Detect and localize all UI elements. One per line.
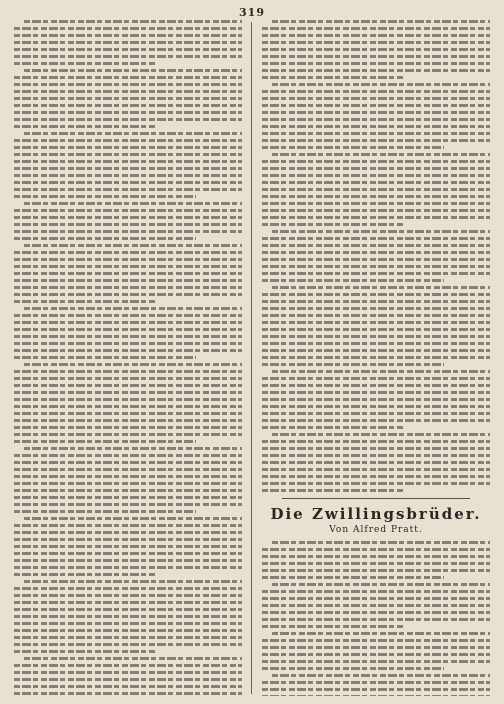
text-line xyxy=(262,653,490,656)
text-line xyxy=(262,125,490,128)
text-line xyxy=(24,244,242,247)
text-line xyxy=(14,524,242,527)
text-line xyxy=(272,286,490,289)
text-line xyxy=(14,125,155,128)
text-line xyxy=(14,342,242,345)
text-line xyxy=(24,307,242,310)
text-line xyxy=(14,510,196,513)
text-line xyxy=(262,391,490,394)
text-line xyxy=(262,548,490,551)
page-number: 319 xyxy=(239,6,265,19)
text-line xyxy=(272,583,490,586)
text-line xyxy=(272,433,490,436)
text-line xyxy=(272,370,490,373)
text-line xyxy=(14,223,242,226)
text-line xyxy=(24,69,242,72)
text-line xyxy=(14,678,242,681)
text-line xyxy=(262,300,490,303)
text-line xyxy=(14,594,242,597)
text-line xyxy=(262,181,490,184)
text-line xyxy=(14,293,242,296)
text-line xyxy=(14,272,242,275)
text-line xyxy=(14,601,242,604)
text-line xyxy=(262,293,490,296)
text-line xyxy=(262,688,490,691)
text-line xyxy=(24,202,242,205)
text-line xyxy=(24,132,242,135)
text-line xyxy=(262,188,490,191)
text-line xyxy=(262,195,490,198)
text-line xyxy=(262,447,490,450)
text-line xyxy=(14,139,242,142)
text-line xyxy=(14,335,242,338)
text-line xyxy=(14,370,242,373)
text-line xyxy=(262,174,490,177)
text-line xyxy=(24,20,242,23)
text-line xyxy=(14,83,242,86)
text-line xyxy=(262,48,490,51)
text-line xyxy=(262,279,444,282)
text-line xyxy=(262,681,490,684)
text-line xyxy=(262,604,490,607)
text-line xyxy=(14,146,242,149)
text-line xyxy=(262,576,444,579)
text-line xyxy=(262,625,403,628)
text-line xyxy=(262,342,490,345)
text-line xyxy=(262,314,490,317)
text-line xyxy=(24,363,242,366)
text-line xyxy=(262,461,490,464)
text-line xyxy=(14,90,242,93)
text-line xyxy=(14,279,242,282)
text-line xyxy=(262,611,490,614)
text-line xyxy=(262,419,490,422)
text-line xyxy=(262,139,490,142)
text-line xyxy=(14,230,242,233)
text-line xyxy=(262,111,490,114)
text-line xyxy=(14,461,242,464)
text-line xyxy=(262,646,490,649)
text-line xyxy=(14,153,242,156)
text-line xyxy=(14,412,242,415)
text-line xyxy=(262,349,490,352)
text-line xyxy=(14,356,196,359)
text-line xyxy=(262,412,490,415)
text-line xyxy=(262,34,490,37)
text-line xyxy=(14,671,242,674)
text-line xyxy=(14,433,242,436)
text-line xyxy=(262,55,490,58)
text-line xyxy=(14,489,242,492)
text-line xyxy=(14,48,242,51)
text-line xyxy=(14,216,242,219)
text-line xyxy=(14,531,242,534)
text-line xyxy=(262,454,490,457)
text-line xyxy=(14,552,242,555)
text-line xyxy=(262,426,403,429)
text-line xyxy=(262,335,490,338)
text-line xyxy=(262,475,490,478)
text-line xyxy=(14,475,242,478)
text-line xyxy=(262,244,490,247)
text-line xyxy=(262,237,490,240)
text-line xyxy=(24,580,242,583)
text-line xyxy=(262,562,490,565)
text-line xyxy=(262,272,490,275)
text-line xyxy=(262,363,444,366)
text-line xyxy=(14,160,242,163)
text-line xyxy=(262,202,490,205)
text-line xyxy=(272,674,490,677)
text-line xyxy=(272,541,490,544)
text-line xyxy=(14,468,242,471)
text-line xyxy=(14,27,242,30)
text-line xyxy=(14,622,242,625)
column-divider xyxy=(251,22,252,694)
text-line xyxy=(14,377,242,380)
text-line xyxy=(262,76,403,79)
text-line xyxy=(272,230,490,233)
text-line xyxy=(14,405,242,408)
text-line xyxy=(262,104,490,107)
text-line xyxy=(14,559,242,562)
text-line xyxy=(262,258,490,261)
story-byline: Von Alfred Pratt. xyxy=(329,525,423,535)
text-line xyxy=(272,83,490,86)
text-line xyxy=(14,398,242,401)
text-line xyxy=(262,377,490,380)
text-line xyxy=(262,639,490,642)
text-line xyxy=(272,153,490,156)
text-line xyxy=(14,209,242,212)
text-line xyxy=(14,650,155,653)
text-line xyxy=(14,258,242,261)
text-line xyxy=(14,118,242,121)
text-line xyxy=(14,349,242,352)
text-line xyxy=(262,590,490,593)
text-line xyxy=(262,489,403,492)
text-line xyxy=(262,482,490,485)
text-line xyxy=(14,167,242,170)
text-line xyxy=(24,657,242,660)
text-line xyxy=(262,251,490,254)
text-line xyxy=(14,615,242,618)
text-line xyxy=(14,643,242,646)
text-line xyxy=(262,569,490,572)
text-line xyxy=(14,419,242,422)
previous-story-text xyxy=(262,20,490,492)
text-line xyxy=(14,496,242,499)
story-text xyxy=(262,541,490,696)
text-line xyxy=(14,111,242,114)
text-line xyxy=(14,482,242,485)
text-line xyxy=(262,440,490,443)
text-line xyxy=(24,447,242,450)
text-line xyxy=(262,468,490,471)
text-line xyxy=(262,265,490,268)
text-line xyxy=(262,209,490,212)
text-line xyxy=(262,398,490,401)
text-line xyxy=(14,195,196,198)
text-line xyxy=(262,69,490,72)
text-line xyxy=(14,321,242,324)
text-line xyxy=(262,146,444,149)
story-title: Die Zwillingsbrüder. xyxy=(270,505,482,523)
text-line xyxy=(262,27,490,30)
text-line xyxy=(262,356,490,359)
text-line xyxy=(262,660,490,663)
text-line xyxy=(14,251,242,254)
text-line xyxy=(262,328,490,331)
text-line xyxy=(14,454,242,457)
text-line xyxy=(262,667,444,670)
text-line xyxy=(14,692,242,695)
text-line xyxy=(262,321,490,324)
right-column xyxy=(262,20,490,696)
text-line xyxy=(272,20,490,23)
text-line xyxy=(262,597,490,600)
text-line xyxy=(14,300,155,303)
text-line xyxy=(262,555,490,558)
text-line xyxy=(262,307,490,310)
text-line xyxy=(14,664,242,667)
text-line xyxy=(24,517,242,520)
text-line xyxy=(14,608,242,611)
text-line xyxy=(14,685,242,688)
text-line xyxy=(14,62,155,65)
text-line xyxy=(262,695,490,696)
text-line xyxy=(14,41,242,44)
text-line xyxy=(262,132,490,135)
text-line xyxy=(14,538,242,541)
text-line xyxy=(262,405,490,408)
text-line xyxy=(14,587,242,590)
text-line xyxy=(262,618,490,621)
text-line xyxy=(14,97,242,100)
text-line xyxy=(262,167,490,170)
text-line xyxy=(262,90,490,93)
text-line xyxy=(262,384,490,387)
text-line xyxy=(262,118,490,121)
text-line xyxy=(14,545,242,548)
text-line xyxy=(14,636,242,639)
text-line xyxy=(14,440,196,443)
text-line xyxy=(14,328,242,331)
text-line xyxy=(14,104,242,107)
text-line xyxy=(14,265,242,268)
text-line xyxy=(14,181,242,184)
text-line xyxy=(14,426,242,429)
text-line xyxy=(262,223,403,226)
text-line xyxy=(14,174,242,177)
text-line xyxy=(262,160,490,163)
text-line xyxy=(14,503,242,506)
text-line xyxy=(14,34,242,37)
text-line xyxy=(262,97,490,100)
text-line xyxy=(14,384,242,387)
text-line xyxy=(14,55,242,58)
text-line xyxy=(272,632,490,635)
title-rule-top xyxy=(282,498,470,499)
left-column xyxy=(14,20,242,696)
text-line xyxy=(262,62,490,65)
text-line xyxy=(14,391,242,394)
text-line xyxy=(14,76,242,79)
text-line xyxy=(14,286,242,289)
text-line xyxy=(14,314,242,317)
text-line xyxy=(14,573,155,576)
text-line xyxy=(262,216,490,219)
text-line xyxy=(14,566,242,569)
text-line xyxy=(14,188,242,191)
text-line xyxy=(14,629,242,632)
text-line xyxy=(262,41,490,44)
text-line xyxy=(14,237,196,240)
